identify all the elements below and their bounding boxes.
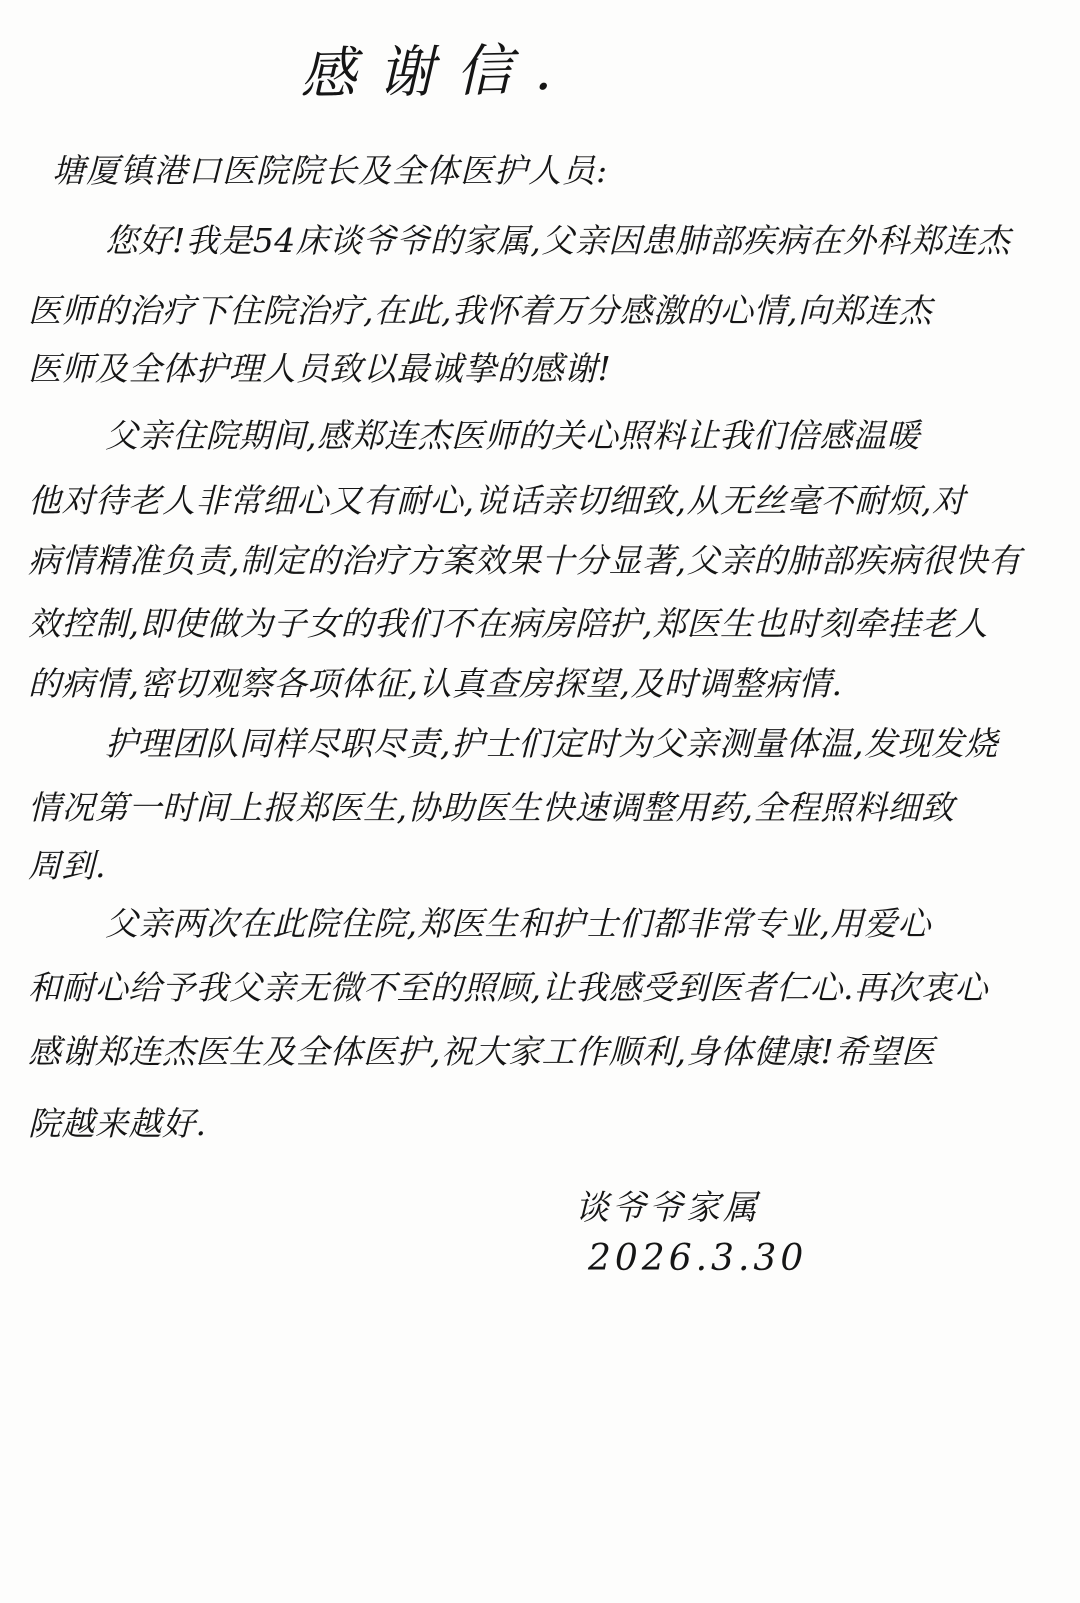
letter-line: 感谢郑连杰医生及全体医护,祝大家工作顺利,身体健康!希望医 — [28, 1032, 935, 1071]
letter-line: 效控制,即使做为子女的我们不在病房陪护,郑医生也时刻牵挂老人 — [28, 604, 988, 643]
letter-line: 父亲住院期间,感郑连杰医师的关心照料让我们倍感温暖 — [105, 416, 920, 455]
letter-signature: 谈爷爷家属 — [575, 1188, 760, 1228]
letter-line: 情况第一时间上报郑医生,协助医生快速调整用药,全程照料细致 — [28, 788, 955, 827]
letter-line: 和耐心给予我父亲无微不至的照顾,让我感受到医者仁心.再次衷心 — [28, 968, 988, 1007]
letter-line: 医师的治疗下住院治疗,在此,我怀着万分感激的心情,向郑连杰 — [28, 291, 932, 330]
letter-line: 医师及全体护理人员致以最诚挚的感谢! — [28, 349, 612, 388]
letter-line: 院越来越好. — [28, 1104, 207, 1143]
letter-line: 他对待老人非常细心又有耐心,说话亲切细致,从无丝毫不耐烦,对 — [28, 481, 966, 520]
letter-line: 护理团队同样尽职尽责,护士们定时为父亲测量体温,发现发烧 — [105, 724, 998, 763]
letter-line: 父亲两次在此院住院,郑医生和护士们都非常专业,用爱心 — [105, 904, 931, 943]
letter-title: 感谢信. — [299, 37, 575, 108]
letter-salutation: 塘厦镇港口医院院长及全体医护人员: — [52, 151, 609, 190]
letter-date: 2026.3.30 — [588, 1238, 808, 1279]
letter-line: 您好!我是54床谈爷爷的家属,父亲因患肺部疾病在外科郑连杰 — [105, 221, 1011, 260]
letter-line: 病情精准负责,制定的治疗方案效果十分显著,父亲的肺部疾病很快有 — [28, 541, 1022, 580]
letter-line: 的病情,密切观察各项体征,认真查房探望,及时调整病情. — [28, 664, 843, 703]
letter-line: 周到. — [28, 846, 106, 885]
